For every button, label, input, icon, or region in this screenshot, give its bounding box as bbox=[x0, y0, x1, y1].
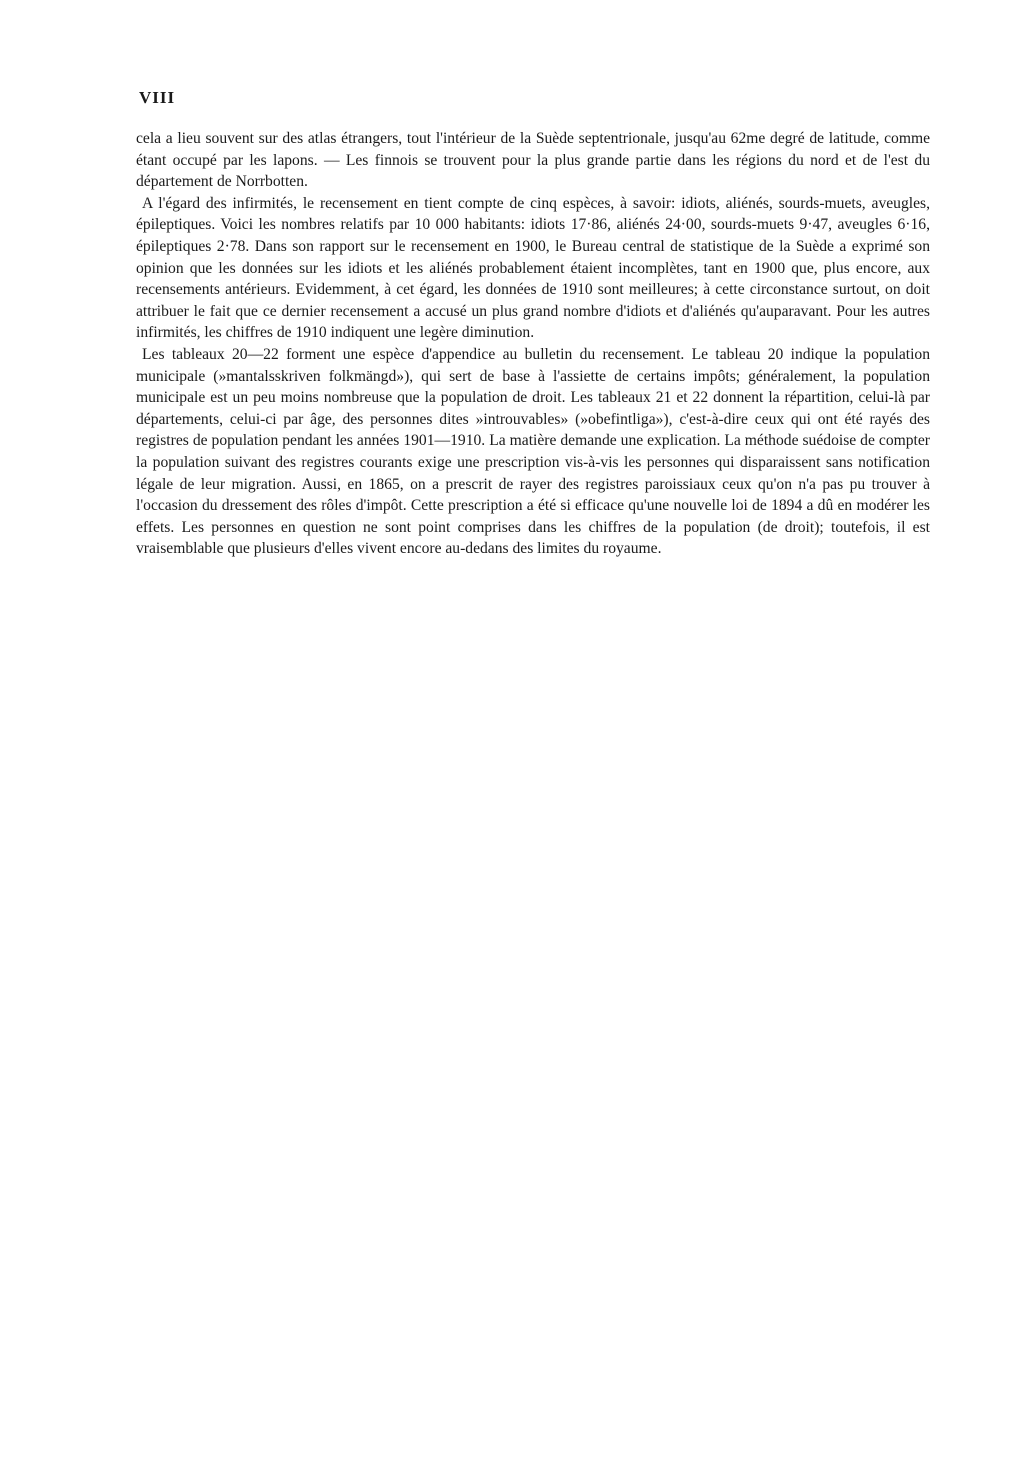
paragraph-2: A l'égard des infirmités, le recensement en tient compte de cinq espèces, à savoir: idiots, aliénés, sourds-muets, aveugles, épileptiques. Voici les nombres relatifs par 10 000 habitants: idiots 17·86, aliénés 24·00, sourds-muets 9·47, aveugles 6·16, épileptiques 2·78. Dans son rapport sur le recensement en 1900, le Bureau central de statistique de la Suède a exprimé son opinion que les données sur les idiots et les aliénés probablement étaient incomplètes, tant en 1900 que, plus encore, aux recensements antérieurs. Evidemment, à cet égard, les données de 1910 sont meilleures; à cette circonstance surtout, on doit attribuer le fait que ce dernier recensement a accusé un plus grand nombre d'idiots et d'aliénés qu'auparavant. Pour les autres infirmités, les chiffres de 1910 indiquent une legère diminution. bbox=[136, 194, 930, 342]
paragraph-3: Les tableaux 20—22 forment une espèce d'appendice au bulletin du recensement. Le tableau 20 indique la population municipale (»mantalsskriven folkmängd»), qui sert de base à l'assiette de certains impôts; généralement, la population municipale est un peu moins nombreuse que la population de droit. Les tableaux 21 et 22 donnent la répartition, celui-là par départements, celui-ci par âge, des personnes dites »introuvables» (»obefintliga»), c'est-à-dire ceux qui ont été rayés des registres de population pendant les années 1901—1910. La matière demande une explication. La méthode suédoise de compter la population suivant des registres courants exige une prescription vis-à-vis les personnes qui disparaissent sans notification légale de leur migration. Aussi, en 1865, on a prescrit de rayer des registres paroissiaux ceux qu'on n'a pas pu trouver à l'occasion du dressement des rôles d'impôt. Cette prescription a été si efficace qu'une nouvelle loi de 1894 a dû en modérer les effets. Les personnes en question ne sont point comprises dans les chiffres de la population (de droit); toutefois, il est vraisemblable que plusieurs d'elles vivent encore au-dedans des limites du royaume. bbox=[136, 345, 930, 558]
page-number: VIII bbox=[139, 88, 176, 107]
paragraph-1: cela a lieu souvent sur des atlas étrangers, tout l'intérieur de la Suède septentrionale, jusqu'au 62me degré de latitude, comme étant occupé par les lapons. — Les finnois se trouvent pour la plus grande partie dans les régions du nord et de l'est du département de Norrbotten. bbox=[136, 130, 930, 191]
body-text bbox=[136, 128, 930, 560]
